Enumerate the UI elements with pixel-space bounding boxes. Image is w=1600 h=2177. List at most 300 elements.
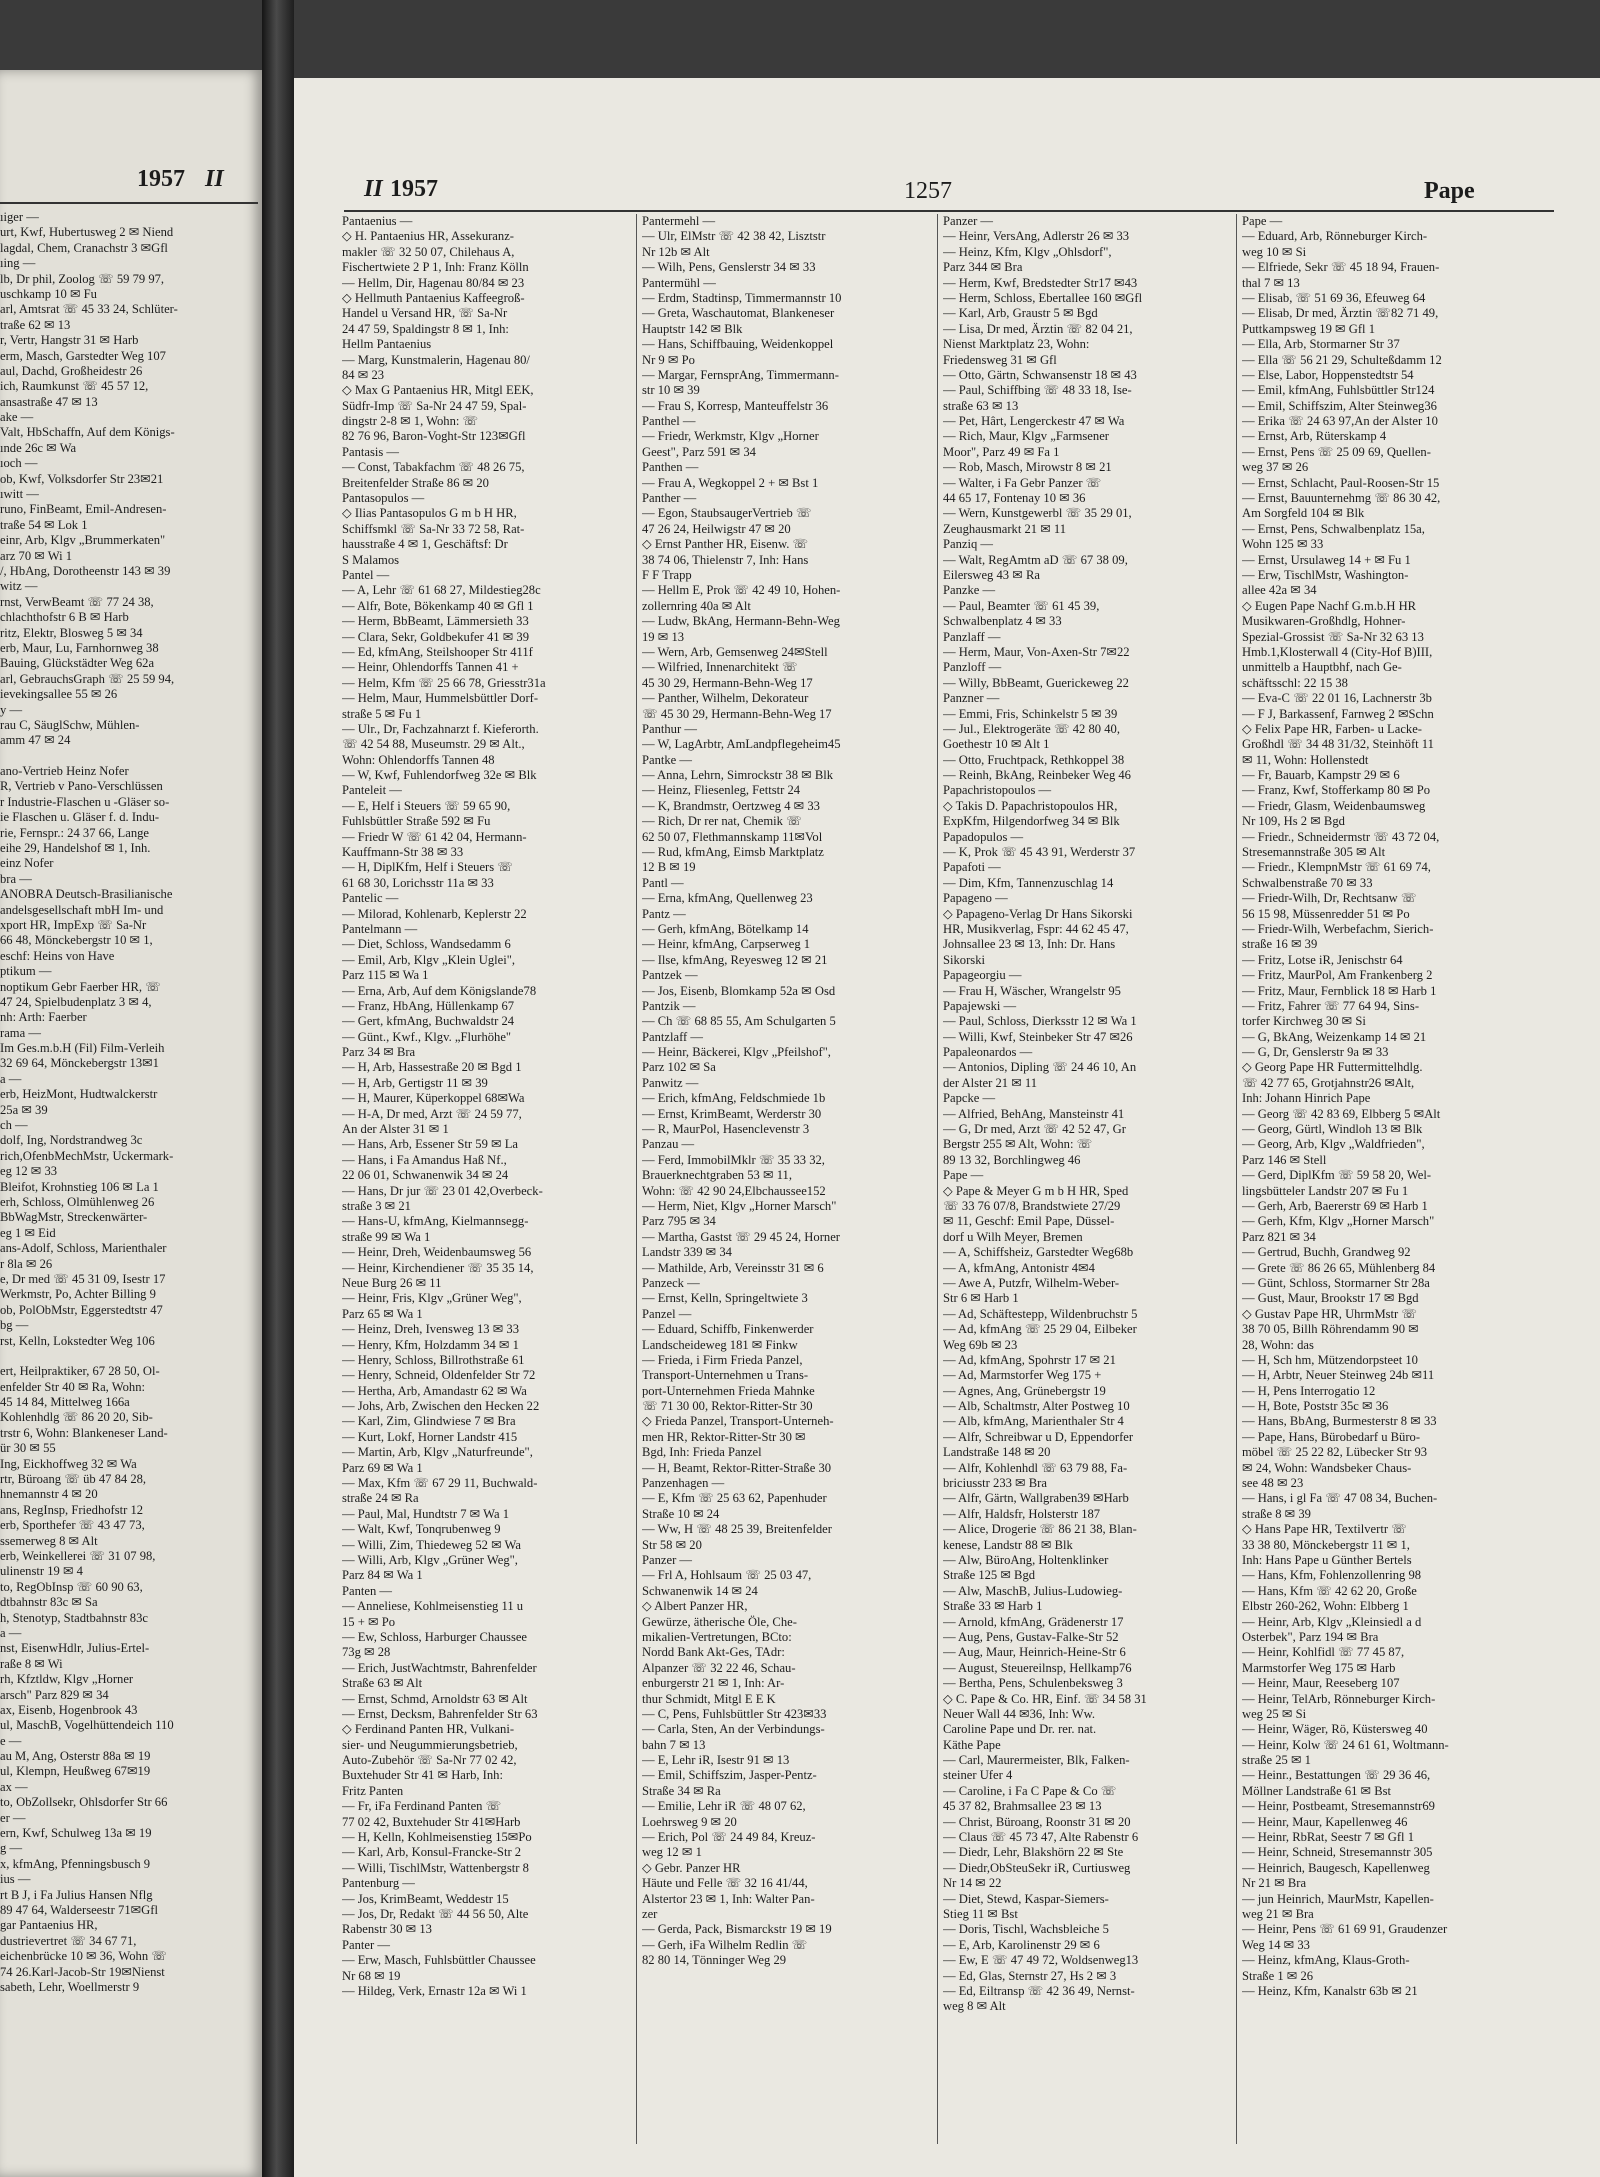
directory-entry-line: Nr 68 ✉ 19 [342, 1968, 401, 1983]
directory-entry-line: — Erw, Masch, Fuhlsbüttler Chaussee [342, 1953, 536, 1968]
directory-entry-line: weg 21 ✉ Bra [1242, 1906, 1314, 1921]
directory-entry-line: 66 48, Mönckebergstr 10 ✉ 1, [0, 933, 153, 948]
directory-entry-line: ert, Heilpraktiker, 67 28 50, Ol- [0, 1364, 160, 1379]
directory-entry-line: — Frau A, Wegkoppel 2 + ✉ Bst 1 [642, 475, 819, 490]
directory-entry-line: ius — [0, 1872, 31, 1887]
directory-entry-line: — Gerda, Pack, Bismarckstr 19 ✉ 19 [642, 1922, 832, 1937]
directory-entry-line: ınde 26c ✉ Wa [0, 440, 77, 455]
directory-entry-line: Panzlaff — [943, 629, 1001, 644]
directory-entry-line: lagdal, Chem, Cranachstr 3 ✉Gfl [0, 240, 168, 255]
directory-entry-line: Papageno — [943, 891, 1008, 906]
directory-entry-line: Hmb.1,Klosterwall 4 (City-Hof B)III, [1242, 644, 1433, 659]
directory-entry-line: — Rich, Maur, Klgv „Farmsener [943, 429, 1109, 444]
directory-entry-line: Häute und Felle ☏ 32 16 41/44, [642, 1876, 808, 1891]
directory-entry-line: — Walt, Kwf, Tonqrubenweg 9 [342, 1522, 501, 1537]
directory-entry-line: — Gust, Maur, Brookstr 17 ✉ Bgd [1242, 1291, 1419, 1306]
directory-entry-line: Pantel — [342, 567, 390, 582]
directory-entry-line: Marmstorfer Weg 175 ✉ Harb [1242, 1660, 1396, 1675]
directory-entry-line: 89 47 64, Walderseestr 71✉Gfl [0, 1902, 158, 1917]
directory-entry-line: — Günt, Schloss, Stormarner Str 28a [1242, 1275, 1430, 1290]
directory-entry-line: Stresemannstraße 305 ✉ Alt [1242, 845, 1386, 860]
directory-entry-line: bra — [0, 871, 32, 886]
directory-entry-line: — Günt., Kwf., Klgv. „Flurhöhe" [342, 1029, 512, 1044]
directory-entry-line: — Herm, Niet, Klgv „Horner Marsch" [642, 1199, 837, 1213]
directory-entry-line: — Agnes, Ang, Grünebergstr 19 [943, 1383, 1106, 1398]
directory-entry-line: — Carl, Maurermeister, Blk, Falken- [943, 1753, 1130, 1768]
directory-entry-line: see 48 ✉ 23 [1242, 1476, 1304, 1491]
running-head: Pape [1424, 178, 1475, 204]
directory-entry-line: — G, Dr, Genslerstr 9a ✉ 33 [1242, 1045, 1389, 1060]
directory-entry-line: hnemannstr 4 ✉ 20 [0, 1487, 98, 1502]
directory-entry-line: 61 68 30, Lorichsstr 11a ✉ 33 [342, 875, 494, 890]
directory-entry-line: — Heinr, Maur, Reeseberg 107 [1242, 1676, 1400, 1691]
directory-entry-line: — Heinr, Ohlendorffs Tannen 41 + [342, 660, 519, 675]
directory-entry-line: — Anna, Lehrn, Simrockstr 38 ✉ Blk [642, 768, 834, 783]
directory-entry-line: rich,OfenbMechMstr, Uckermark- [0, 1148, 174, 1163]
directory-entry-line [0, 1349, 258, 1364]
directory-entry-line: 45 14 84, Mittelweg 166a [0, 1395, 130, 1410]
directory-entry-line: ıiger — [0, 210, 39, 224]
directory-entry-line: — Emilie, Lehr iR ☏ 48 07 62, [642, 1799, 806, 1814]
directory-entry-line: Hellm Pantaenius [342, 337, 432, 352]
directory-entry-line: — Eduard, Arb, Rönneburger Kirch- [1242, 229, 1428, 244]
directory-entry-line: enburgerstr 21 ✉ 1, Inh: Ar- [642, 1676, 785, 1691]
directory-entry-line: Papageorgiu — [943, 968, 1022, 983]
directory-entry-line: — Hans, Dr jur ☏ 23 01 42,Overbeck- [342, 1183, 543, 1198]
directory-column-2 [642, 214, 934, 1969]
directory-entry-line: — Friedr, Glasm, Weidenbaumsweg [1242, 798, 1426, 813]
directory-entry-line: ◇ Albert Panzer HR, [642, 1599, 748, 1614]
directory-entry-line: Parz 34 ✉ Bra [342, 1045, 416, 1060]
directory-entry-line: — Paul, Beamter ☏ 61 45 39, [943, 598, 1100, 613]
directory-entry-line: Bergstr 255 ✉ Alt, Wohn: ☏ [943, 1137, 1093, 1152]
directory-entry-line: Panziq — [943, 537, 994, 552]
directory-entry-line: r 8la ✉ 26 [0, 1256, 53, 1271]
directory-entry-line: — Helm, Kfm ☏ 25 66 78, Griesstr31a [342, 675, 546, 690]
directory-entry-line: — H, Maurer, Küperkoppel 68✉Wa [342, 1091, 525, 1106]
directory-entry-line: — Gerd, DiplKfm ☏ 59 58 20, Wel- [1242, 1168, 1432, 1183]
directory-entry-line: — Martha, Gastst ☏ 29 45 24, Horner [642, 1229, 840, 1244]
directory-entry-line: — Heinr, TelArb, Rönneburger Kirch- [1242, 1691, 1436, 1706]
directory-entry-line: — Ad, Marmstorfer Weg 175 + [943, 1368, 1102, 1383]
directory-entry-line: Käthe Pape [943, 1737, 1001, 1752]
directory-entry-line: — Friedr., Schneidermstr ☏ 43 72 04, [1242, 829, 1440, 844]
directory-entry-line: — C, Pens, Fuhlsbüttler Str 423✉33 [642, 1706, 827, 1721]
directory-entry-line: Papafoti — [943, 860, 1001, 875]
directory-entry-line: ul, MaschB, Vogelhüttendeich 110 [0, 1718, 174, 1733]
directory-entry-line: — Martin, Arb, Klgv „Naturfreunde", [342, 1445, 533, 1460]
directory-entry-line: Rabenstr 30 ✉ 13 [342, 1922, 432, 1937]
directory-entry-line: erb, Sporthefer ☏ 43 47 73, [0, 1518, 145, 1533]
directory-entry-line: — Clara, Sekr, Goldbekufer 41 ✉ 39 [342, 629, 530, 644]
directory-entry-line: — Hans, i Fa Amandus Haß Nf., [342, 1152, 507, 1167]
directory-entry-line: — Alfr, Kohlenhdl ☏ 63 79 88, Fa- [943, 1460, 1128, 1475]
directory-entry-line: enfelder Str 40 ✉ Ra, Wohn: [0, 1379, 146, 1394]
directory-column-3 [943, 214, 1233, 2015]
directory-entry-line: — H, DiplKfm, Helf i Steuers ☏ [342, 860, 514, 875]
directory-entry-line: Panzenhagen — [642, 1476, 725, 1491]
directory-entry-line: — Frieda, i Firm Frieda Panzel, [642, 1352, 803, 1367]
directory-entry-line: Alstertor 23 ✉ 1, Inh: Walter Pan- [642, 1891, 815, 1906]
directory-entry-line: — Doris, Tischl, Wachsbleiche 5 [943, 1922, 1109, 1937]
directory-entry-line: weg 37 ✉ 26 [1242, 460, 1309, 475]
directory-entry-line: Pantke — [642, 752, 693, 767]
directory-entry-line: ◇ Felix Pape HR, Farben- u Lacke- [1242, 721, 1423, 736]
directory-entry-line: zollernring 40a ✉ Alt [642, 598, 751, 613]
directory-entry-line: Schwalbenstraße 70 ✉ 33 [1242, 875, 1373, 890]
directory-entry-line: a — [0, 1625, 22, 1640]
directory-entry-line: ans-Adolf, Schloss, Marienthaler [0, 1241, 167, 1256]
directory-entry-line: rie, Fernspr.: 24 37 66, Lange [0, 825, 149, 840]
directory-entry-line: ıoch — [0, 456, 38, 471]
directory-entry-line: — Heinz, Fliesenleg, Fettstr 24 [642, 783, 801, 798]
directory-entry-line: — A, Lehr ☏ 61 68 27, Mildestieg28c [342, 583, 541, 598]
directory-entry-line: — Alb, Schaltmstr, Alter Postweg 10 [943, 1399, 1130, 1414]
directory-entry-line: Parz 102 ✉ Sa [642, 1060, 716, 1075]
directory-entry-line: dustrievertret ☏ 34 67 71, [0, 1933, 137, 1948]
directory-entry-line: — Emil, Schiffszim, Alter Steinweg36 [1242, 398, 1437, 413]
directory-entry-line: — E, Arb, Karolinenstr 29 ✉ 6 [943, 1937, 1100, 1952]
directory-entry-line: xport HR, ImpExp ☏ Sa-Nr [0, 917, 147, 932]
directory-entry-line: sabeth, Lehr, Woellmerstr 9 [0, 1979, 140, 1994]
directory-entry-line: Str 6 ✉ Harb 1 [943, 1291, 1019, 1306]
directory-entry-line: Panther — [642, 491, 697, 506]
directory-entry-line: mikalien-Vertretungen, BCto: [642, 1629, 792, 1644]
directory-entry-line: Pantelic — [342, 891, 399, 906]
directory-entry-line: ptikum — [0, 964, 52, 979]
directory-entry-line: Panzeck — [642, 1275, 700, 1290]
directory-entry-line: e — [0, 1733, 22, 1748]
directory-entry-line: ◇ C. Pape & Co. HR, Einf. ☏ 34 58 31 [943, 1691, 1147, 1706]
directory-entry-line: — jun Heinrich, MaurMstr, Kapellen- [1242, 1891, 1434, 1906]
directory-entry-line: — Heinr, Postbeamt, Stresemannstr69 [1242, 1799, 1435, 1814]
directory-entry-line: rtr, Büroang ☏ üb 47 84 28, [0, 1472, 147, 1487]
directory-entry-line: — R, MaurPol, Hasenclevenstr 3 [642, 1122, 810, 1137]
directory-entry-line: amm 47 ✉ 24 [0, 733, 71, 748]
directory-entry-line: — Erich, kfmAng, Feldschmiede 1b [642, 1091, 826, 1106]
directory-entry-line: — Johs, Arb, Zwischen den Hecken 22 [342, 1399, 540, 1414]
directory-entry-line: Auto-Zubehör ☏ Sa-Nr 77 02 42, [342, 1753, 517, 1768]
column-divider-3 [1236, 214, 1237, 2144]
directory-entry-line: Pantermühl — [642, 275, 716, 290]
directory-entry-line: — Emil, kfmAng, Fuhlsbüttler Str124 [1242, 383, 1435, 398]
directory-entry-line: Panzner — [943, 691, 1000, 706]
directory-entry-line: — Alfr, Haldsfr, Holsterstr 187 [943, 1506, 1101, 1521]
directory-entry-line: ◇ Pape & Meyer G m b H HR, Sped [943, 1183, 1129, 1198]
directory-entry-line: — Heinrich, Baugesch, Kapellenweg [1242, 1860, 1430, 1875]
directory-entry-line: Parz 146 ✉ Stell [1242, 1152, 1327, 1167]
directory-entry-line: thur Schmidt, Mitgl E E K [642, 1691, 776, 1706]
directory-entry-line: er — [0, 1810, 26, 1825]
directory-entry-line: ExpKfm, Hilgendorfweg 34 ✉ Blk [943, 814, 1120, 829]
directory-entry-line: noptikum Gebr Faerber HR, ☏ [0, 979, 161, 994]
directory-entry-line: Sikorski [943, 952, 985, 967]
directory-entry-line: 82 80 14, Tönninger Weg 29 [642, 1953, 787, 1968]
directory-entry-line: Neuer Wall 44 ✉36, Inh: Ww. [943, 1706, 1096, 1721]
directory-entry-line: Bgd, Inh: Frieda Panzel [642, 1445, 762, 1460]
directory-entry-line: — Heinr, Kirchendiener ☏ 35 35 14, [342, 1260, 534, 1275]
directory-entry-line: Elbstr 260-262, Wohn: Elbberg 1 [1242, 1599, 1409, 1614]
directory-entry-line: eschf: Heins von Have [0, 948, 115, 963]
directory-entry-line: — Alfried, BehAng, Mansteinstr 41 [943, 1106, 1125, 1121]
directory-entry-line: — Ella ☏ 56 21 29, Schulteßdamm 12 [1242, 352, 1442, 367]
directory-entry-line: Nordd Bank Akt-Ges, TAdr: [642, 1645, 785, 1660]
directory-entry-line: — W, Kwf, Fuhlendorfweg 32e ✉ Blk [342, 768, 537, 783]
directory-entry-line: — Herm, Kwf, Bredstedter Str17 ✉43 [943, 275, 1138, 290]
directory-entry-line: — H, Sch hm, Mützendorpsteet 10 [1242, 1352, 1418, 1367]
directory-entry-line: einz Nofer [0, 856, 54, 871]
directory-entry-line: 84 ✉ 23 [342, 367, 385, 382]
directory-entry-line: ◇ Takis D. Papachristopoulos HR, [943, 798, 1118, 813]
directory-entry-line: Pantasopulos — [342, 491, 425, 506]
right-page-year: 1957 [390, 176, 438, 202]
directory-entry-line: ern, Kwf, Schulweg 13a ✉ 19 [0, 1826, 152, 1841]
directory-entry-line: Pantasis — [342, 444, 400, 459]
directory-entry-line: arl, Amtsrat ☏ 45 33 24, Schlüter- [0, 302, 178, 317]
directory-entry-line: straße 16 ✉ 39 [1242, 937, 1318, 952]
directory-entry-line: Valt, HbSchaffn, Auf dem Königs- [0, 425, 175, 440]
directory-entry-line: r, Vertr, Hangstr 31 ✉ Harb [0, 333, 139, 348]
directory-entry-line: — Heinz, Kfm, Klgv „Ohlsdorf", [943, 244, 1112, 259]
directory-entry-line: — Paul, Schiffbing ☏ 48 33 18, Ise- [943, 383, 1132, 398]
directory-entry-line: Südfr-Imp ☏ Sa-Nr 24 47 59, Spal- [342, 398, 527, 413]
directory-entry-line: ritz, Elektr, Blosweg 5 ✉ 34 [0, 625, 143, 640]
directory-entry-line: ✉ 24, Wohn: Wandsbeker Chaus- [1242, 1460, 1412, 1475]
directory-entry-line: — Otto, Gärtn, Schwansenstr 18 ✉ 43 [943, 367, 1137, 382]
directory-entry-line: Papcke — [943, 1091, 996, 1106]
directory-entry-line: — Caroline, i Fa C Pape & Co ☏ [943, 1783, 1117, 1798]
directory-entry-line: Osterbek", Parz 194 ✉ Bra [1242, 1629, 1379, 1644]
directory-entry-line: ◇ Georg Pape HR Futtermittelhdlg. [1242, 1060, 1423, 1075]
directory-entry-line: — Emil, Schiffszim, Jasper-Pentz- [642, 1768, 817, 1783]
directory-entry-line: — Erika ☏ 24 63 97,An der Alster 10 [1242, 414, 1438, 429]
directory-entry-line: Puttkampsweg 19 ✉ Gfl 1 [1242, 321, 1375, 336]
directory-entry-line: — Gerh, kfmAng, Bötelkamp 14 [642, 921, 809, 936]
directory-entry-line: — August, Steuereilnsp, Hellkamp76 [943, 1660, 1132, 1675]
directory-entry-line: gar Pantaenius HR, [0, 1918, 98, 1933]
directory-entry-line: eichenbrücke 10 ✉ 36, Wohn ☏ [0, 1949, 168, 1964]
directory-entry-line: Straße 125 ✉ Bgd [943, 1568, 1036, 1583]
directory-entry-line: — Jul., Elektrogeräte ☏ 42 80 40, [943, 721, 1120, 736]
directory-entry-line: to, ObZollsekr, Ohlsdorfer Str 66 [0, 1795, 168, 1810]
directory-entry-line: 38 70 05, Billh Röhrendamm 90 ✉ [1242, 1322, 1419, 1337]
directory-entry-line: — Heinr, Pens ☏ 61 69 91, Graudenzer [1242, 1922, 1448, 1937]
directory-entry-line: — Helm, Maur, Hummelsbüttler Dorf- [342, 691, 539, 706]
directory-entry-line: Fischertwiete 2 P 1, Inh: Franz Kölln [342, 260, 529, 275]
directory-entry-line: straße 63 ✉ 13 [943, 398, 1019, 413]
directory-entry-line: — Wern, Kunstgewerbl ☏ 35 29 01, [943, 506, 1132, 521]
directory-entry-line: Parz 65 ✉ Wa 1 [342, 1306, 423, 1321]
directory-entry-line: 73g ✉ 28 [342, 1645, 391, 1660]
directory-entry-line: Pantelmann — [342, 921, 418, 936]
directory-entry-line: Parz 115 ✉ Wa 1 [342, 968, 429, 983]
directory-entry-line: — Rud, kfmAng, Eimsb Marktplatz [642, 845, 824, 860]
left-page-roman: II [205, 166, 224, 192]
directory-entry-line: — Erw, TischlMstr, Washington- [1242, 567, 1409, 582]
directory-entry-line: — Ulr, ElMstr ☏ 42 38 42, Lisztstr [642, 229, 826, 244]
directory-entry-line: — Const, Tabakfachm ☏ 48 26 75, [342, 460, 525, 475]
directory-entry-line: — H, Arb, Hassestraße 20 ✉ Bgd 1 [342, 1060, 522, 1075]
directory-entry-line: Parz 84 ✉ Wa 1 [342, 1568, 423, 1583]
directory-entry-line: rnst, VerwBeamt ☏ 77 24 38, [0, 594, 154, 609]
directory-entry-line: Panzau — [642, 1137, 695, 1152]
directory-entry-line: Pape — [943, 1168, 984, 1183]
directory-entry-line: rama — [0, 1025, 41, 1040]
directory-entry-line: Pape — [1242, 214, 1283, 228]
directory-entry-line: ✉ 11, Geschf: Emil Pape, Düssel- [943, 1214, 1115, 1229]
directory-entry-line: — Ernst, Decksm, Bahrenfelder Str 63 [342, 1706, 538, 1721]
directory-entry-line: erm, Masch, Garstedter Weg 107 [0, 348, 166, 363]
directory-entry-line: weg 12 ✉ 1 [642, 1845, 702, 1860]
directory-entry-line: traße 62 ✉ 13 [0, 317, 71, 332]
directory-entry-line: — Erich, JustWachtmstr, Bahrenfelder [342, 1660, 537, 1675]
directory-entry-line: Inh: Johann Hinrich Pape [1242, 1091, 1371, 1106]
directory-entry-line: — Emil, Arb, Klgv „Klein Uglei", [342, 952, 516, 967]
directory-entry-line: — Ernst, Ursulaweg 14 + ✉ Fu 1 [1242, 552, 1411, 567]
directory-entry-line: straße 8 ✉ 39 [1242, 1506, 1311, 1521]
column-divider-2 [937, 214, 938, 2144]
directory-entry-line: — Jos, Dr, Redakt ☏ 44 56 50, Alte [342, 1906, 529, 1921]
directory-entry-line: — Awe A, Putzfr, Wilhelm-Weber- [943, 1275, 1120, 1290]
directory-entry-line: h, Stenotyp, Stadtbahnstr 83c [0, 1610, 148, 1625]
directory-entry-line: — Hildeg, Verk, Ernastr 12a ✉ Wi 1 [342, 1983, 527, 1998]
directory-entry-line: — H, Arb, Gertigstr 11 ✉ 39 [342, 1075, 488, 1090]
directory-entry-line: ie Flaschen u. Gläser f. d. Indu- [0, 810, 160, 825]
directory-entry-line: makler ☏ 32 50 07, Chilehaus A, [342, 244, 515, 259]
directory-entry-line: 89 13 32, Borchlingweg 46 [943, 1152, 1081, 1167]
directory-entry-line: — Walt, RegAmtm aD ☏ 67 38 09, [943, 552, 1128, 567]
directory-entry-line: to, RegObInsp ☏ 60 90 63, [0, 1579, 143, 1594]
directory-entry-line: Nr 9 ✉ Po [642, 352, 695, 367]
directory-entry-line: — Greta, Waschautomat, Blankeneser [642, 306, 835, 321]
directory-entry-line: — Erna, kfmAng, Quellenweg 23 [642, 891, 813, 906]
directory-entry-line: — Heinr, RbRat, Seestr 7 ✉ Gfl 1 [1242, 1830, 1414, 1845]
directory-entry-line: lingsbütteler Landstr 207 ✉ Fu 1 [1242, 1183, 1409, 1198]
directory-entry-line: ax, Eisenb, Hogenbrook 43 [0, 1702, 138, 1717]
directory-entry-line: ◇ Ernst Panther HR, Eisenw. ☏ [642, 537, 809, 552]
directory-entry-line: — Milorad, Kohlenarb, Keplerstr 22 [342, 906, 527, 921]
directory-entry-line: — Willi, Arb, Klgv „Grüner Weg", [342, 1552, 518, 1567]
directory-entry-line: Papajewski — [943, 998, 1017, 1013]
directory-entry-line: arl, GebrauchsGraph ☏ 25 59 94, [0, 671, 175, 686]
directory-entry-line: Musikwaren-Großhdlg, Hohner- [1242, 614, 1406, 629]
directory-entry-line: traße 54 ✉ Lok 1 [0, 517, 88, 532]
directory-entry-line: Transport-Unternehmen u Trans- [642, 1368, 809, 1383]
directory-entry-line: — Jos, Eisenb, Blomkamp 52a ✉ Osd [642, 983, 836, 998]
directory-entry-line: — Alfr, Gärtn, Wallgraben39 ✉Harb [943, 1491, 1129, 1506]
directory-entry-line: — Henry, Schloss, Billrothstraße 61 [342, 1352, 525, 1367]
directory-entry-line: Nr 14 ✉ 22 [943, 1876, 1002, 1891]
directory-entry-line: ano-Vertrieb Heinz Nofer [0, 764, 129, 779]
directory-entry-line: 82 76 96, Baron-Voght-Str 123✉Gfl [342, 429, 526, 444]
directory-entry-line: ssemerweg 8 ✉ Alt [0, 1533, 98, 1548]
page-number: 1257 [904, 178, 952, 204]
directory-entry-line: — Willi, Kwf, Steinbeker Str 47 ✉26 [943, 1029, 1133, 1044]
directory-entry-line: — Elfriede, Sekr ☏ 45 18 94, Frauen- [1242, 260, 1440, 275]
directory-entry-line: — Rob, Masch, Mirowstr 8 ✉ 21 [943, 460, 1112, 475]
directory-entry-line: — Kurt, Lokf, Horner Landstr 415 [342, 1429, 518, 1444]
directory-entry-line: eg 12 ✉ 33 [0, 1164, 58, 1179]
directory-entry-line: str 10 ✉ 39 [642, 383, 700, 398]
directory-entry-line: — Willi, TischlMstr, Wattenbergstr 8 [342, 1860, 529, 1875]
directory-entry-line: Johnsallee 23 ✉ 13, Inh: Dr. Hans [943, 937, 1116, 952]
directory-entry-line: Möllner Landstraße 61 ✉ Bst [1242, 1783, 1392, 1798]
directory-entry-line: S Malamos [342, 552, 400, 567]
directory-entry-line: — Ernst, KrimBeamt, Werderstr 30 [642, 1106, 822, 1121]
directory-entry-line: — Egon, StaubsaugerVertrieb ☏ [642, 506, 812, 521]
directory-entry-line: Papadopulos — [943, 829, 1024, 844]
directory-entry-line: — Gertrud, Buchh, Grandweg 92 [1242, 1245, 1411, 1260]
directory-entry-line: ☏ 71 30 00, Rektor-Ritter-Str 30 [642, 1399, 813, 1414]
directory-entry-line: Pantermehl — [642, 214, 716, 228]
directory-entry-line: Panzloff — [943, 660, 1002, 675]
directory-entry-line: — Aug, Maur, Heinrich-Heine-Str 6 [943, 1645, 1126, 1660]
directory-entry-line: Landstr 339 ✉ 34 [642, 1245, 732, 1260]
directory-entry-line: — Fr, Bauarb, Kampstr 29 ✉ 6 [1242, 768, 1400, 783]
directory-entry-line: chlachthofstr 6 B ✉ Harb [0, 610, 129, 625]
directory-entry-line: — Ernst, Bauunternehmg ☏ 86 30 42, [1242, 491, 1441, 506]
directory-entry-line: — Herm, Schloss, Ebertallee 160 ✉Gfl [943, 290, 1143, 305]
directory-entry-line: — Friedr-Wilh, Dr, Rechtsanw ☏ [1242, 891, 1417, 906]
directory-entry-line: — Alw, MaschB, Julius-Ludowieg- [943, 1583, 1123, 1598]
directory-entry-line: — Christ, Büroang, Roonstr 31 ✉ 20 [943, 1814, 1131, 1829]
directory-entry-line: — Friedr W ☏ 61 42 04, Hermann- [342, 829, 527, 844]
directory-entry-line: dolf, Ing, Nordstrandweg 3c [0, 1133, 143, 1148]
directory-entry-line: — Elisab, ☏ 51 69 36, Efeuweg 64 [1242, 290, 1426, 305]
directory-entry-line: — Henry, Schneid, Oldenfelder Str 72 [342, 1368, 536, 1383]
directory-entry-line: au M, Ang, Osterstr 88a ✉ 19 [0, 1749, 151, 1764]
directory-entry-line: — Gerh, Arb, Baererstr 69 ✉ Harb 1 [1242, 1199, 1428, 1213]
directory-entry-line: — Hellm, Dir, Hagenau 80/84 ✉ 23 [342, 275, 525, 290]
directory-entry-line: — E, Lehr iR, Isestr 91 ✉ 13 [642, 1753, 790, 1768]
directory-entry-line: — Walter, i Fa Gebr Panzer ☏ [943, 475, 1102, 490]
directory-entry-line: — Wern, Arb, Gemsenweg 24✉Stell [642, 644, 828, 659]
directory-entry-line: — Hans, i gl Fa ☏ 47 08 34, Buchen- [1242, 1491, 1438, 1506]
directory-entry-line: aul, Dachd, Großheidestr 26 [0, 363, 143, 378]
directory-entry-line: — Wilfried, Innenarchitekt ☏ [642, 660, 798, 675]
directory-entry-line: Pantl — [642, 875, 684, 890]
directory-entry-line: allee 42a ✉ 34 [1242, 583, 1317, 598]
directory-entry-line: ◇ Ferdinand Panten HR, Vulkani- [342, 1722, 515, 1737]
directory-entry-line: Weg 14 ✉ 33 [1242, 1937, 1310, 1952]
directory-entry-line: — Diet, Schloss, Wandsedamm 6 [342, 937, 511, 952]
directory-entry-line: Landscheideweg 181 ✉ Finkw [642, 1337, 798, 1352]
directory-entry-line: Pantzlaff — [642, 1029, 703, 1044]
directory-entry-line: men HR, Rektor-Ritter-Str 30 ✉ [642, 1429, 806, 1444]
directory-entry-line: nst, EisenwHdlr, Julius-Ertel- [0, 1641, 150, 1656]
directory-entry-line: erb, HeizMont, Hudtwalckerstr [0, 1087, 158, 1102]
directory-entry-line: ansastraße 47 ✉ 13 [0, 394, 98, 409]
directory-entry-line: — Hans, Arb, Essener Str 59 ✉ La [342, 1137, 518, 1152]
directory-entry-line: Nr 109, Hs 2 ✉ Bgd [1242, 814, 1345, 829]
directory-entry-line: Spezial-Grossist ☏ Sa-Nr 32 63 13 [1242, 629, 1424, 644]
directory-entry-line: 47 26 24, Heilwigstr 47 ✉ 20 [642, 521, 791, 536]
directory-entry-line: — Gert, kfmAng, Buchwaldstr 24 [342, 1014, 515, 1029]
directory-entry-line: — Claus ☏ 45 73 47, Alte Rabenstr 6 [943, 1830, 1139, 1845]
directory-entry-line: — Herm, BbBeamt, Lämmersieth 33 [342, 614, 529, 629]
directory-entry-line: — Hans-U, kfmAng, Kielmannsegg- [342, 1214, 529, 1229]
directory-entry-line: — Margar, FernsprAng, Timmermann- [642, 367, 839, 382]
directory-entry-line: port-Unternehmen Frieda Mahnke [642, 1383, 815, 1398]
directory-entry-line: — Heinr, Fris, Klgv „Grüner Weg", [342, 1291, 522, 1306]
directory-entry-line: Panthel — [642, 414, 696, 429]
right-page [294, 78, 1600, 2177]
column-divider-1 [636, 214, 637, 2144]
directory-entry-line: ulinenstr 19 ✉ 4 [0, 1564, 83, 1579]
directory-entry-line: — Friedr-Wilh, Werbefachm, Sierich- [1242, 921, 1434, 936]
directory-entry-line: Gewürze, ätherische Öle, Che- [642, 1614, 797, 1629]
directory-entry-line: — Hans, Kfm ☏ 42 62 20, Große [1242, 1583, 1417, 1598]
